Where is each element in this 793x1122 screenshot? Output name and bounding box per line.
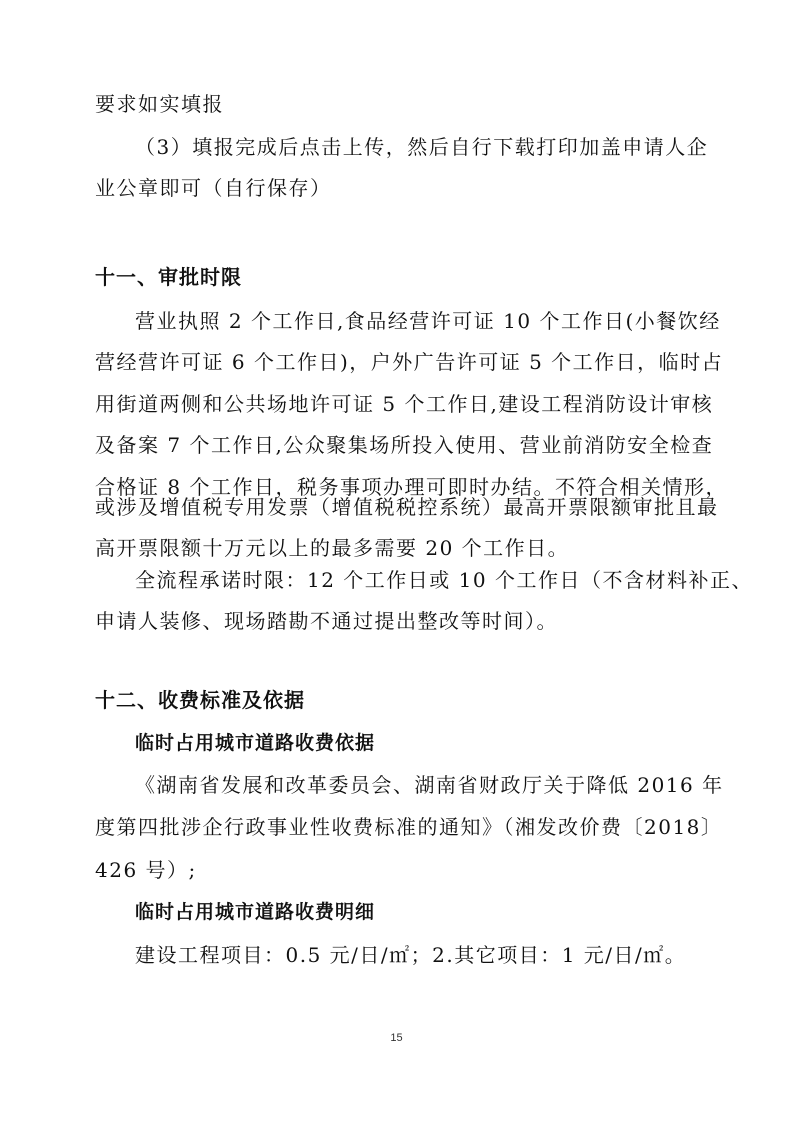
text-line: 《湖南省发展和改革委员会、湖南省财政厅关于降低 2016 年: [135, 773, 724, 797]
section-heading: 十二、收费标准及依据: [95, 688, 305, 712]
text-line: 或涉及增值税专用发票（增值税税控系统）最高开票限额审批且最: [95, 495, 719, 519]
text-line: 度第四批涉企行政事业性收费标准的通知》（湘发改价费〔2018〕: [95, 815, 723, 839]
text-line: （3）填报完成后点击上传，然后自行下载打印加盖申请人企: [135, 135, 709, 159]
page-number: 15: [390, 1032, 403, 1044]
text-line: 及备案 7 个工作日,公众聚集场所投入使用、营业前消防安全检查: [95, 433, 714, 457]
text-line: 业公章即可（自行保存）: [95, 176, 332, 200]
text-line: 要求如实填报: [95, 92, 224, 116]
text-line: 426 号）;: [95, 858, 197, 882]
section-heading: 十一、审批时限: [95, 265, 242, 289]
text-line: 用街道两侧和公共场地许可证 5 个工作日,建设工程消防设计审核: [95, 392, 714, 416]
text-line: 高开票限额十万元以上的最多需要 20 个工作日。: [95, 536, 570, 560]
subsection-heading: 临时占用城市道路收费依据: [135, 732, 376, 754]
text-line: 申请人装修、现场踏勘不通过提出整改等时间）。: [95, 609, 558, 633]
text-line: 全流程承诺时限：12 个工作日或 10 个工作日（不含材料补正、: [135, 568, 753, 592]
text-line: 建设工程项目：0.5 元/日/㎡；2.其它项目：1 元/日/㎡。: [135, 943, 687, 967]
subsection-heading: 临时占用城市道路收费明细: [135, 901, 376, 923]
text-line: 营业执照 2 个工作日,食品经营许可证 10 个工作日(小餐饮经: [135, 309, 721, 333]
text-line: 营经营许可证 6 个工作日)，户外广告许可证 5 个工作日，临时占: [95, 350, 724, 374]
text-line: 合格证 8 个工作日，税务事项办理可即时办结。不符合相关情形，: [95, 475, 727, 499]
